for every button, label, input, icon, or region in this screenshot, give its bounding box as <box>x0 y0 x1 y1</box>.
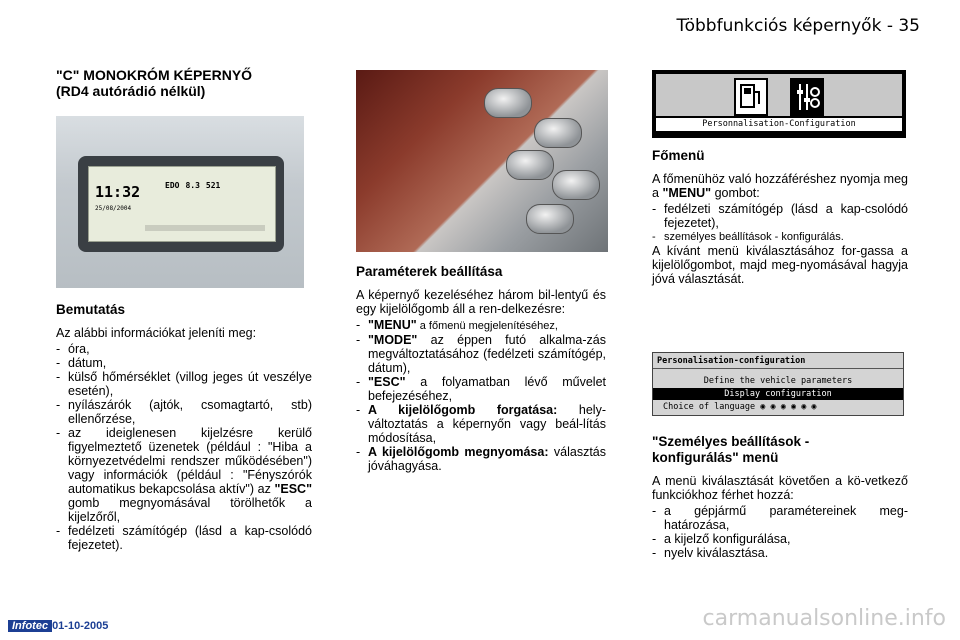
language-flags-icon: ◉ ◉ ◉ ◉ ◉ ◉ <box>760 402 817 412</box>
main-title-line-2: (RD4 autórádió nélkül) <box>56 83 206 99</box>
key-esc: "ESC" <box>274 482 312 496</box>
list-item-text: az ideiglenesen kijelzésre kerülő figyelmeztető üzenetek (például : "Hiba a környezetvédelmi rendszer működésében") vagy információk (például : "Fényszórók automatikus bekapcsolása aktív") az <box>68 426 312 496</box>
settings-sliders-icon <box>790 78 824 116</box>
section-title: Bemutatás <box>56 302 126 317</box>
screen-icons-area <box>656 74 902 116</box>
section-bemutatas <box>56 302 312 552</box>
keys-list <box>356 318 606 473</box>
screen-line-text: Choice of language <box>663 402 756 412</box>
screen-menu-bar: Personnalisation-Configuration <box>656 118 902 131</box>
button-icon <box>534 118 582 148</box>
section-parameterek <box>356 264 606 473</box>
screen-value-3: 521 <box>205 181 221 190</box>
key-label: "MODE" <box>368 333 418 347</box>
list-item <box>356 403 606 445</box>
button-icon <box>506 150 554 180</box>
screen-line: Define the vehicle parameters <box>703 376 853 386</box>
list-item: - a gépjármű paramétereinek meg-határozása, <box>652 504 908 532</box>
section-intro <box>652 172 908 200</box>
screen-values <box>165 181 220 190</box>
list-item: - fedélzeti számítógép (lásd a kap-csolódó fejezetet). <box>56 524 312 552</box>
personalisation-screen-image <box>652 352 904 416</box>
dashboard-display-image <box>56 116 304 288</box>
section-title-line-1: "Személyes beállítások - <box>652 434 810 449</box>
list-item: - dátum, <box>56 356 312 370</box>
list-item-text: gomb megnyomásával törölhetők a kijelzőről, <box>68 496 312 524</box>
screen-title: Personalisation-configuration <box>657 356 806 366</box>
screen-value-2: 8.3 <box>185 181 200 190</box>
section-szemelyes <box>652 434 908 560</box>
key-label: "MENU" <box>368 318 417 332</box>
button-icon <box>526 204 574 234</box>
screen-date: 25/08/2004 <box>95 205 132 212</box>
list-item: - nyílászárók (ajtók, csomagtartó, stb) ellenőrzése, <box>56 398 312 426</box>
list-item: - nyelv kiválasztása. <box>652 546 908 560</box>
key-desc: a főmenü megjelenítéséhez, <box>416 320 558 332</box>
section-outro: A kívánt menü kiválasztásához for-gassa a kijelölőgombot, majd meg-nyomásával hagyja jóvá választását. <box>652 244 908 286</box>
section-intro: Az alábbi információkat jeleníti meg: <box>56 326 257 340</box>
screen-value-1: EDO <box>165 181 180 190</box>
page-header-title: Többfunkciós képernyők - 35 <box>676 16 920 36</box>
list-item: - személyes beállítások - konfigurálás. <box>652 230 908 244</box>
main-title <box>56 67 316 99</box>
section-title-line-2: konfigurálás" menü <box>652 450 779 465</box>
list-item <box>356 375 606 403</box>
button-icon <box>552 170 600 200</box>
key-desc: a folyamatban lévő művelet befejezéséhez, <box>368 375 606 403</box>
list-item <box>356 318 606 333</box>
key-desc: választás jóváhagyása. <box>368 445 606 473</box>
main-menu-screen-image <box>652 70 906 138</box>
key-label: A kijelölőgomb forgatása: <box>368 403 558 417</box>
section-fomenu <box>652 148 908 286</box>
screen-line-selected: Display configuration <box>653 388 903 400</box>
list-item <box>356 445 606 473</box>
footer-date: 01-10-2005 <box>52 620 109 632</box>
list-item <box>56 426 312 524</box>
screen-time: 11:32 <box>95 183 141 201</box>
list-item <box>356 333 606 375</box>
section-title: Főmenü <box>652 148 705 163</box>
watermark: carmanualsonline.info <box>702 606 946 631</box>
control-buttons-photo <box>356 70 608 252</box>
intro-text: gombot: <box>711 186 760 200</box>
list-item: - óra, <box>56 342 312 356</box>
intro-text: A főmenühöz való hozzáféréshez nyomja meg a <box>652 172 908 200</box>
section-title <box>652 434 908 466</box>
list-item: - fedélzeti számítógép (lásd a kap-csolódó fejezetet), <box>652 202 908 230</box>
monochrome-screen <box>88 166 276 242</box>
screen-divider <box>653 368 903 369</box>
section-title: Paraméterek beállítása <box>356 264 503 279</box>
key-label: "ESC" <box>368 375 406 389</box>
key-label: A kijelölőgomb megnyomása: <box>368 445 549 459</box>
functions-list <box>652 504 908 560</box>
screen-line <box>653 401 904 413</box>
key-menu: "MENU" <box>662 186 712 200</box>
info-list <box>56 342 312 552</box>
fuel-computer-icon <box>734 78 768 116</box>
screen-bottom-bar <box>145 225 265 231</box>
main-title-line-1: "C" MONOKRÓM KÉPERNYŐ <box>56 67 253 83</box>
key-desc: hely-változtatás a képernyőn vagy beál-lítás módosítása, <box>368 403 606 445</box>
selector-knob-icon <box>484 88 532 118</box>
list-item: - külső hőmérséklet (villog jeges út veszélye esetén), <box>56 370 312 398</box>
list-item: - a kijelző konfigurálása, <box>652 532 908 546</box>
menu-list <box>652 202 908 244</box>
section-intro: A képernyő kezeléséhez három bil-lentyű és egy kijelölőgomb áll a ren-delkezésre: <box>356 288 606 316</box>
infotec-logo: Infotec <box>8 620 52 632</box>
section-intro: A menü kiválasztását követően a kö-vetkező funkciókhoz férhet hozzá: <box>652 474 908 502</box>
footer <box>8 620 108 632</box>
key-desc: az éppen futó alkalma-zás megváltoztatásához (fedélzeti számítógép, dátum), <box>368 333 606 375</box>
